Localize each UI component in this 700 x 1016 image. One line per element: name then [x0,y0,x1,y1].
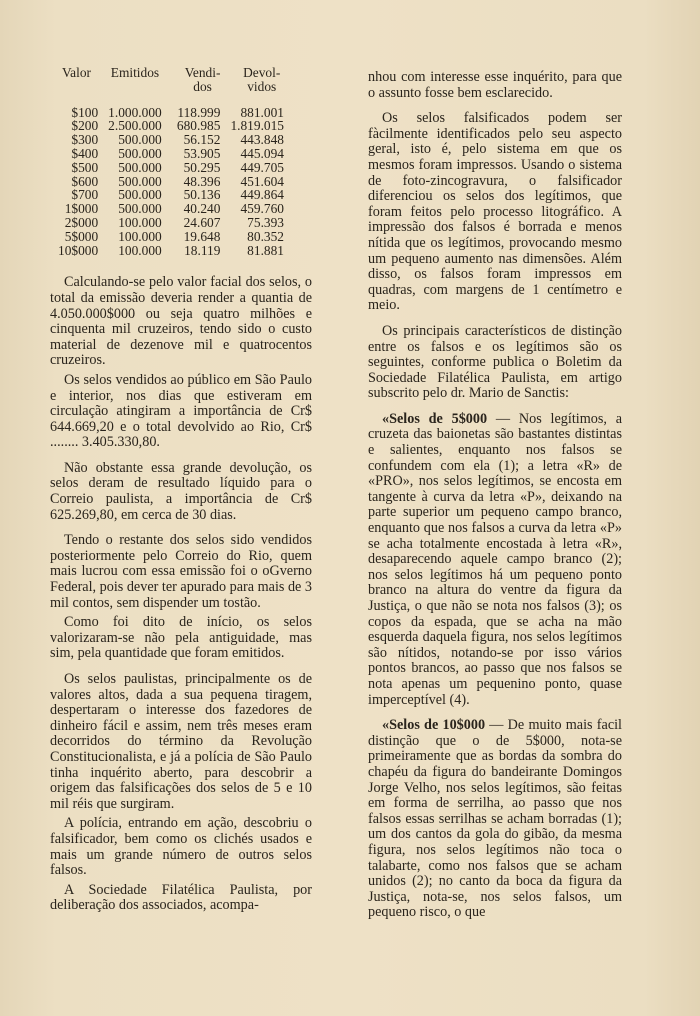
table-row [58,244,289,258]
cell-devolvidos: 1.819.015 [230,118,284,134]
paragraph: Os selos falsificados podem ser fàcilmente identificados pelo seu aspecto geral, isto é, pelo sistema em que os mesmos foram impressos. Usando o sistema de foto-zincogravura, o falsificador diferenciou os selos dos legítimos, que foram feitos pelo processo litográfico. A impressão dos falsos é borrada e menos nítida que os legítimos, provocando mesmo um pequeno aumento nas dimensões. Além disso, os falsos foram impressos em quadras, com margens de 1 centímetro e meio. [368,110,622,314]
cell-valor: 5$000 [64,228,99,244]
cell-valor: $300 [71,132,99,148]
cell-vendidos: 50.136 [183,187,221,203]
cell-vendidos: 53.905 [183,145,221,161]
cell-emitidos: 100.000 [118,242,162,258]
table-row [58,188,289,202]
cell-vendidos: 18.119 [184,242,221,258]
cell-devolvidos: 75.393 [247,214,284,230]
cell-emitidos: 500.000 [118,187,162,203]
table-row [58,106,289,120]
cell-valor: $200 [71,118,99,134]
table-row [58,175,289,189]
table-row [58,119,289,133]
cell-vendidos: 19.648 [183,228,221,244]
table-row [58,216,289,230]
table-row [58,147,289,161]
cell-vendidos: 118.999 [177,104,221,120]
cell-devolvidos: 445.094 [240,145,284,161]
cell-valor: $500 [71,159,99,175]
paragraph: Os selos vendidos ao público em São Paulo e interior, nos dias que estiveram em circulação atingiram a importância de Cr$ 644.669,20 e o total devolvido ao Rio, Cr$ ........ 3.405.330,80. [50,371,312,451]
cell-devolvidos: 449.864 [240,187,284,203]
left-text [50,275,312,914]
cell-emitidos: 500.000 [118,159,162,175]
selos-10000-text: — De muito mais facil distinção que o de 5$000, nota-se primeiramente que as bordas da sombra do chapéu da figura do bandeirante Domingos Jorge Velho, nos selos legítimos, são feitas em forma de serrilha, ao passo que nos falsos essas serrilhas se acham borradas (1); um dos cantos da gola do gibão, da mesma figura, nos selos legítimos não toca o talabarte, como nos falsos que se acham unidos (2); no canto da boca da figura da Justiça, nota-se, nos selos falsos, um pequeno risco, o que [368,717,622,921]
cell-emitidos: 500.000 [118,173,162,189]
cell-vendidos: 56.152 [183,132,221,148]
selos-5000-heading: «Selos de 5$000 [382,410,488,427]
table-header-row [58,66,289,106]
cell-vendidos: 50.295 [183,159,221,175]
cell-emitidos: 500.000 [118,132,162,148]
selos-5000-text: — Nos legítimos, a cruzeta das baionetas são bastantes distintas e salientes, enquanto nos falsos se confundem com ela (1); a letra «R» de «PRO», nos selos legítimos, se encosta em tangente à curva da letra «P», deixando na parte superior um pequeno campo branco, enquanto que nos falsos a curva da letra «P» se acha totalmente encostada à letra «R», desaparecendo aquele campo branco (2); nos selos legítimos há um pequeno ponto branco na altura do ventre da figura da Justiça, o que não se nota nos falsos (3); os copos da espada, que se acha na mão esquerda daquela figura, nos selos legítimos são nítidos, notando-se por isso vários pontos brancos, ao passo que nos falsos se nota apenas um pequenino ponto, quase imperceptível (4). [368,410,622,708]
header-emitidos: Emitidos [110,65,160,80]
cell-valor: $600 [71,173,99,189]
cell-devolvidos: 451.604 [240,173,284,189]
header-valor: Valor [62,65,92,80]
cell-emitidos: 2.500.000 [108,118,162,134]
table-row [58,202,289,216]
table-row [58,230,289,244]
paragraph: A polícia, entrando em ação, descobriu o falsificador, bem como os clichés usados e mais um grande número de outros selos falsos. [50,815,312,879]
left-column [50,66,312,918]
cell-emitidos: 100.000 [118,214,162,230]
paragraph: Calculando-se pelo valor facial dos selos, o total da emissão deveria render a quantia de 4.050.000$000 ou seja quatro milhões e cinquenta mil cruzeiros, tendo sido o custo material de dezenove mil e quatrocentos cruzeiros. [50,274,312,369]
cell-devolvidos: 449.705 [240,159,284,175]
header-devolvidos: Devol- vidos [243,65,281,94]
table-row [58,161,289,175]
paragraph: Os principais característicos de distinção entre os falsos e os legítimos são os seguintes, conforme publica o Boletim da Sociedade Filatélica Paulista, em artigo subscrito pelo dr. Mario de Sanctis: [368,322,622,402]
paragraph: Não obstante essa grande devolução, os selos deram de resultado líquido para o Correio paulista, a importância de Cr$ 625.269,80, em cerca de 30 dias. [50,459,312,523]
stamp-issue-table [58,66,289,257]
selos-5000-paragraph [368,412,622,708]
cell-devolvidos: 459.760 [240,201,284,217]
cell-devolvidos: 443.848 [240,132,284,148]
cell-emitidos: 100.000 [118,228,162,244]
cell-emitidos: 500.000 [118,145,162,161]
cell-vendidos: 40.240 [183,201,221,217]
cell-devolvidos: 80.352 [247,228,284,244]
paragraph: Tendo o restante dos selos sido vendidos posteriormente pelo Correio do Rio, quem mais lucrou com essa emissão foi o oGverno Federal, pois dever ter apurado para mais de 3 mil contos, sem dispender um tostão. [50,532,312,611]
cell-valor: $700 [71,187,99,203]
cell-emitidos: 1.000.000 [108,104,162,120]
selos-10000-heading: «Selos de 10$000 [382,717,486,734]
cell-devolvidos: 81.881 [247,242,284,258]
cell-valor: $100 [71,104,99,120]
right-column [368,66,622,925]
selos-10000-paragraph [368,718,622,921]
cell-devolvidos: 881.001 [240,104,284,120]
cell-valor: 1$000 [64,201,99,217]
cell-valor: 10$000 [58,242,99,258]
table-row [58,133,289,147]
paragraph: nhou com interesse esse inquérito, para que o assunto fosse bem esclarecido. [368,69,622,101]
cell-vendidos: 680.985 [176,118,221,134]
cell-valor: $400 [71,145,99,161]
cell-emitidos: 500.000 [118,201,162,217]
cell-valor: 2$000 [64,214,99,230]
paragraph: Como foi dito de início, os selos valorizaram-se não pela antiguidade, mas sim, pela quantidade que foram emitidos. [50,614,312,662]
header-vendidos: Vendi- dos [184,65,221,94]
paragraph: A Sociedade Filatélica Paulista, por deliberação dos associados, acompa- [50,881,312,914]
cell-vendidos: 48.396 [183,173,221,189]
cell-vendidos: 24.607 [183,214,221,230]
paragraph: Os selos paulistas, principalmente os de valores altos, dada a sua pequena tiragem, despertaram o interesse dos fazedores de dinheiro fácil e assim, nem três meses eram decorridos do término da Revolução Constitucionalista, e já a polícia de São Paulo tinha inquérito aberto, para descobrir a origem das falsificações dos selos de 5 e 10 mil réis que surgiram. [50,671,312,812]
